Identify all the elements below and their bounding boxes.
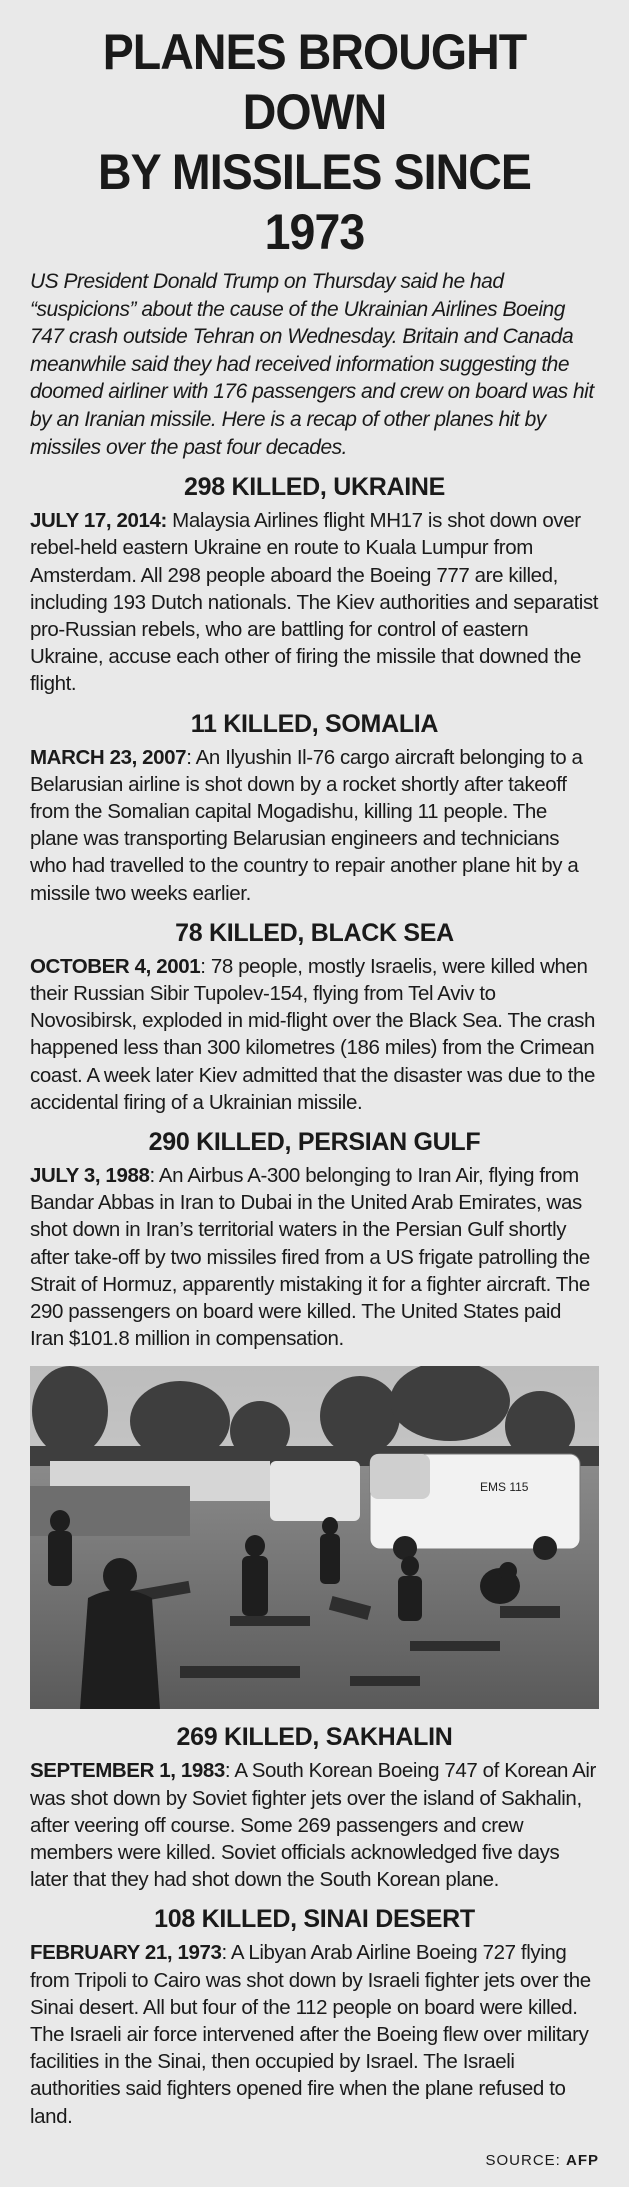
crash-site-photo: [30, 1366, 599, 1709]
source-label: SOURCE:: [485, 2152, 566, 2169]
ambulance-label: EMS 115: [480, 1480, 529, 1495]
source-name: AFP: [566, 2152, 599, 2169]
section-body-persian-gulf: [30, 1162, 599, 1352]
section-heading-sinai: 108 KILLED, SINAI DESERT: [154, 1905, 475, 1934]
section-date: MARCH 23, 2007: [30, 745, 187, 769]
section-body-ukraine: [30, 507, 599, 697]
section-date: SEPTEMBER 1, 1983: [30, 1759, 225, 1783]
intro-paragraph: US President Donald Trump on Thursday said he had “suspicions” about the cause of the Ukrainian Airlines Boeing 747 crash outside Tehran on Wednesday. Britain and Canada meanwhile said they had received information suggesting the doomed airliner with 176 passengers and crew on board was hit by an Iranian missile. Here is a recap of other planes hit by missiles over the past four decades.: [30, 270, 594, 459]
section-text: : A Libyan Arab Airline Boeing 727 flying from Tripoli to Cairo was shot down by Israeli fighter jets over the Sinai desert. All but four of the 112 people on board were killed. The Israeli air force intervened after the Boeing flew over military facilities in the Sinai, then occupied by Israel. The Israeli authorities said fighters opened fire when the plane refused to land.: [30, 1941, 591, 2128]
section-text: : An Ilyushin Il-76 cargo aircraft belonging to a Belarusian airline is shot down by a rocket shortly after takeoff from the Somalian capital Mogadishu, killing 11 people. The plane was transporting Belarusian engineers and technicians who had travelled to the country to repair another plane hit by a missile two weeks earlier.: [30, 745, 583, 905]
section-date: OCTOBER 4, 2001: [30, 954, 201, 978]
section-date: JULY 3, 1988: [30, 1164, 150, 1188]
section-body-somalia: [30, 744, 599, 907]
section-heading-sakhalin: 269 KILLED, SAKHALIN: [176, 1723, 453, 1752]
section-body-sinai: [30, 1939, 599, 2129]
title-line-1: PLANES BROUGHT DOWN: [102, 24, 527, 140]
page-title: [50, 22, 579, 262]
section-heading-somalia: 11 KILLED, SOMALIA: [190, 709, 439, 738]
section-text: : An Airbus A-300 belonging to Iran Air, flying from Bandar Abbas in Iran to Dubai in the United Arab Emirates, was shot down in Iran’s territorial waters in the Persian Gulf shortly after take-off by two missiles fired from a US frigate patrolling the Strait of Hormuz, apparently mistaking it for a fighter aircraft. The 290 passengers on board were killed. The United States paid Iran $101.8 million in compensation.: [30, 1164, 590, 1351]
section-heading-ukraine: 298 KILLED, UKRAINE: [183, 473, 445, 502]
section-heading-persian-gulf: 290 KILLED, PERSIAN GULF: [148, 1128, 481, 1157]
section-body-sakhalin: [30, 1757, 599, 1893]
section-body-black-sea: [30, 953, 599, 1116]
section-heading-black-sea: 78 KILLED, BLACK SEA: [175, 918, 454, 947]
source-credit: [485, 2152, 599, 2169]
section-text: Malaysia Airlines flight MH17 is shot down over rebel-held eastern Ukraine en route to Kuala Lumpur from Amsterdam. All 298 people aboard the Boeing 777 are killed, including 193 Dutch nationals. The Kiev authorities and separatist pro-Russian rebels, who are battling for control of eastern Ukraine, accuse each other of firing the missile that downed the flight.: [30, 509, 599, 696]
title-line-2: BY MISSILES SINCE 1973: [98, 144, 531, 260]
section-text: : 78 people, mostly Israelis, were killed when their Russian Sibir Tupolev-154, flying from Tel Aviv to Novosibirsk, exploded in mid-flight over the Black Sea. The crash happened less than 300 kilometres (186 miles) from the Crimean coast. A week later Kiev admitted that the disaster was due to the accidental firing of a Ukrainian missile.: [30, 954, 596, 1114]
section-text: : A South Korean Boeing 747 of Korean Air was shot down by Soviet fighter jets over the island of Sakhalin, after veering off course. Some 269 passengers and crew members were killed. Soviet officials acknowledged five days later that they had shot down the South Korean plane.: [30, 1759, 596, 1892]
section-date: JULY 17, 2014:: [30, 509, 167, 533]
section-date: FEBRUARY 21, 1973: [30, 1941, 222, 1965]
